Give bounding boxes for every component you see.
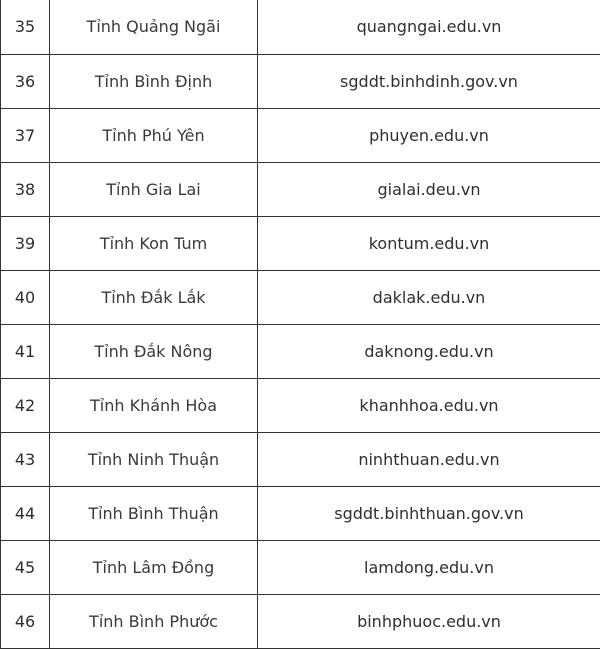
- website-url: binhphuoc.edu.vn: [258, 595, 600, 649]
- website-url: kontum.edu.vn: [258, 217, 600, 271]
- province-name: Tỉnh Khánh Hòa: [50, 379, 258, 433]
- row-number: 36: [1, 55, 50, 109]
- province-name: Tỉnh Quảng Ngãi: [50, 0, 258, 55]
- row-number: 46: [1, 595, 50, 649]
- table-row: [1, 109, 600, 163]
- website-url: khanhhoa.edu.vn: [258, 379, 600, 433]
- province-name: Tỉnh Lâm Đồng: [50, 541, 258, 595]
- row-number: 39: [1, 217, 50, 271]
- row-number: 38: [1, 163, 50, 217]
- province-name: Tỉnh Bình Thuận: [50, 487, 258, 541]
- province-name: Tỉnh Kon Tum: [50, 217, 258, 271]
- province-name: Tỉnh Đắk Nông: [50, 325, 258, 379]
- table-row: [1, 379, 600, 433]
- table-row: [1, 0, 600, 55]
- province-name: Tỉnh Bình Phước: [50, 595, 258, 649]
- table-row: [1, 487, 600, 541]
- province-name: Tỉnh Bình Định: [50, 55, 258, 109]
- website-url: daknong.edu.vn: [258, 325, 600, 379]
- website-url: gialai.deu.vn: [258, 163, 600, 217]
- row-number: 42: [1, 379, 50, 433]
- row-number: 45: [1, 541, 50, 595]
- website-url: daklak.edu.vn: [258, 271, 600, 325]
- table-row: [1, 55, 600, 109]
- table-row: [1, 433, 600, 487]
- province-name: Tỉnh Đắk Lắk: [50, 271, 258, 325]
- table-row: [1, 325, 600, 379]
- website-url: quangngai.edu.vn: [258, 0, 600, 55]
- row-number: 44: [1, 487, 50, 541]
- row-number: 43: [1, 433, 50, 487]
- province-name: Tỉnh Gia Lai: [50, 163, 258, 217]
- table-row: [1, 217, 600, 271]
- row-number: 40: [1, 271, 50, 325]
- table-row: [1, 541, 600, 595]
- province-name: Tỉnh Phú Yên: [50, 109, 258, 163]
- table-row: [1, 271, 600, 325]
- row-number: 35: [1, 0, 50, 55]
- website-url: lamdong.edu.vn: [258, 541, 600, 595]
- table-body: [1, 0, 600, 649]
- table-row: [1, 595, 600, 649]
- website-url: phuyen.edu.vn: [258, 109, 600, 163]
- website-url: sgddt.binhdinh.gov.vn: [258, 55, 600, 109]
- row-number: 41: [1, 325, 50, 379]
- row-number: 37: [1, 109, 50, 163]
- province-name: Tỉnh Ninh Thuận: [50, 433, 258, 487]
- table-row: [1, 163, 600, 217]
- website-url: ninhthuan.edu.vn: [258, 433, 600, 487]
- website-url: sgddt.binhthuan.gov.vn: [258, 487, 600, 541]
